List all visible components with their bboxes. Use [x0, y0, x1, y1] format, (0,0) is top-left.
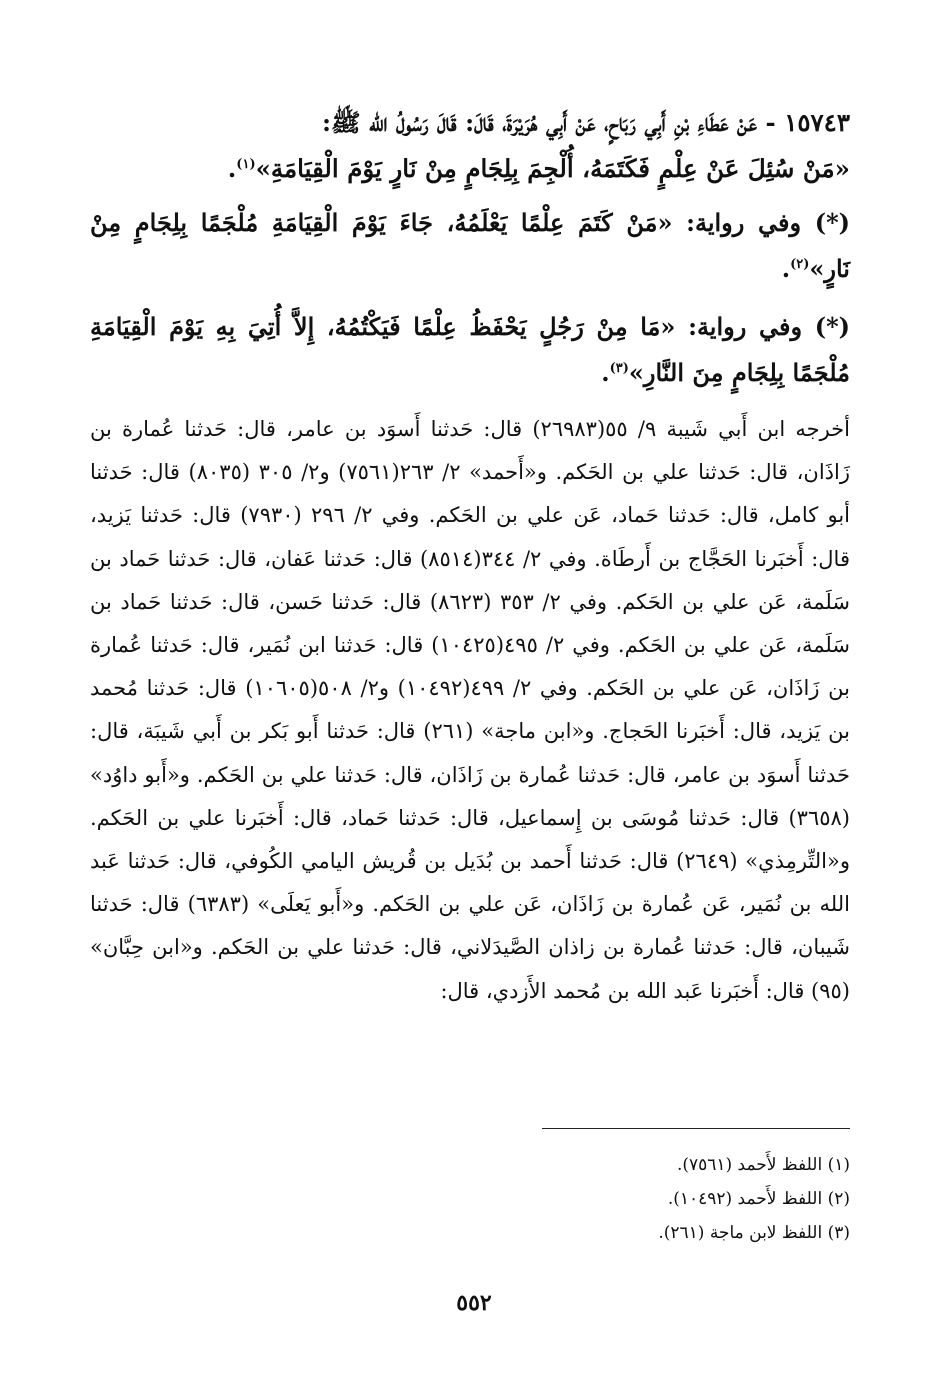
riwaya-1-end: .	[781, 254, 791, 283]
footnote-ref-2[interactable]: (٢)	[790, 257, 810, 272]
footnote-divider	[542, 1128, 850, 1129]
hadith-opening-line: ١٥٧٤٣ - عَنْ عَطَاءِ بْنِ أَبِي رَبَاحٍ، عَنْ أَبِي هُرَيْرَةَ، قَالَ: قَالَ رَسُولُ الله ﷺ:	[321, 108, 850, 137]
footnote-3: (٣) اللفظ لابن ماجة (٢٦١).	[658, 1223, 850, 1243]
footnotes	[450, 1148, 850, 1250]
main-text	[90, 100, 850, 1013]
takhrij-section	[90, 408, 850, 1013]
page-number: ٥٥٢	[456, 1290, 492, 1316]
riwaya-1	[90, 200, 850, 292]
hadith-matn-end: .	[227, 154, 237, 183]
hadith-matn-text: «مَنْ سُئِلَ عَنْ عِلْمٍ فَكَتَمَهُ، أُلْجِمَ بِلِجَامٍ مِنْ نَارٍ يَوْمَ الْقِيَامَةِ»	[255, 154, 850, 183]
asterisk-mark: (*)	[814, 312, 850, 341]
riwaya-2	[90, 304, 850, 396]
riwaya-2-text: وفي رواية: «مَا مِنْ رَجُلٍ يَحْفَظُ عِلْمًا فَيَكْتُمُهُ، إِلاَّ أُتِيَ بِهِ يَوْمَ الْقِيَامَةِ مُلْجَمًا بِلِجَامٍ مِنَ النَّارِ»	[90, 312, 850, 387]
takhrij-text: أخرجه ابن أَبي شَيبة ٩/ ٥٥(٢٦٩٨٣) قال: حَدثنا أَسوَد بن عامر، قال: حَدثنا عُمارة بن زَاذَان، قال: حَدثنا علي بن الحَكم. و«أَحمد» ٢/ ٢٦٣(٧٥٦١) و٢/ ٣٠٥ (٨٠٣٥) قال: حَدثنا أبو كامل، قال: حَدثنا حَماد، عَن علي بن الحَكم. وفي ٢/ ٢٩٦ (٧٩٣٠) قال: حَدثنا يَزيد، قال: أَخبَرنا الحَجَّاج بن أَرطَاة. وفي ٢/ ٣٤٤(٨٥١٤) قال: حَدثنا عَفان، قال: حَدثنا حَماد بن سَلَمة، عَن علي بن الحَكم. وفي ٢/ ٣٥٣ (٨٦٢٣) قال: حَدثنا حَسن، قال: حَدثنا حَماد بن سَلَمة، عَن علي بن الحَكم. وفي ٢/ ٤٩٥(١٠٤٢٥) قال: حَدثنا ابن نُمَير، قال: حَدثنا عُمارة بن زَاذَان، عَن علي بن الحَكم. وفي ٢/ ٤٩٩(١٠٤٩٢) و٢/ ٥٠٨(١٠٦٠٥) قال: حَدثنا مُحمد بن يَزيد، قال: أَخبَرنا الحَجاج. و«ابن ماجة» (٢٦١) قال: حَدثنا أَبو بَكر بن أَبي شَيبَة، قال: حَدثنا أَسوَد بن عامر، قال: حَدثنا عُمارة بن زَاذَان، قال: حَدثنا علي بن الحَكم. و«أَبو داوُد» (٣٦٥٨) قال: حَدثنا مُوسَى بن إِسماعيل، قال: حَدثنا حَماد، قال: أَخبَرنا علي بن الحَكم. و«التِّرمِذي» (٢٦٤٩) قال: حَدثنا أَحمد بن بُدَيل بن قُريش اليامي الكُوفي، قال: حَدثنا عَبد الله بن نُمَير، عَن عُمارة بن زَاذَان، عَن علي بن الحَكم. و«أَبو يَعلَى» (٦٣٨٣) قال: حَدثنا شَيبان، قال: حَدثنا عُمارة بن زاذان الصَّيدَلاني، قال: حَدثنا علي بن الحَكم. و«ابن حِبَّان» (٩٥) قال: أَخبَرنا عَبد الله بن مُحمد الأَزدي، قال:	[90, 417, 851, 1003]
footnote-2: (٢) اللفظ لأَحمد (١٠٤٩٢).	[667, 1189, 850, 1209]
footnote-ref-3[interactable]: (٣)	[609, 361, 629, 376]
footnote-1: (١) اللفظ لأَحمد (٧٥٦١).	[676, 1155, 850, 1175]
riwaya-2-end: .	[601, 358, 610, 387]
asterisk-mark: (*)	[814, 208, 850, 237]
riwaya-1-text: وفي رواية: «مَنْ كَتَمَ عِلْمًا يَعْلَمُهُ، جَاءَ يَوْمَ الْقِيَامَةِ مُلْجَمًا بِلِجَامٍ مِنْ نَارٍ»	[90, 208, 850, 283]
footnote-ref-1[interactable]: (١)	[236, 156, 256, 172]
hadith-matn	[90, 146, 850, 192]
